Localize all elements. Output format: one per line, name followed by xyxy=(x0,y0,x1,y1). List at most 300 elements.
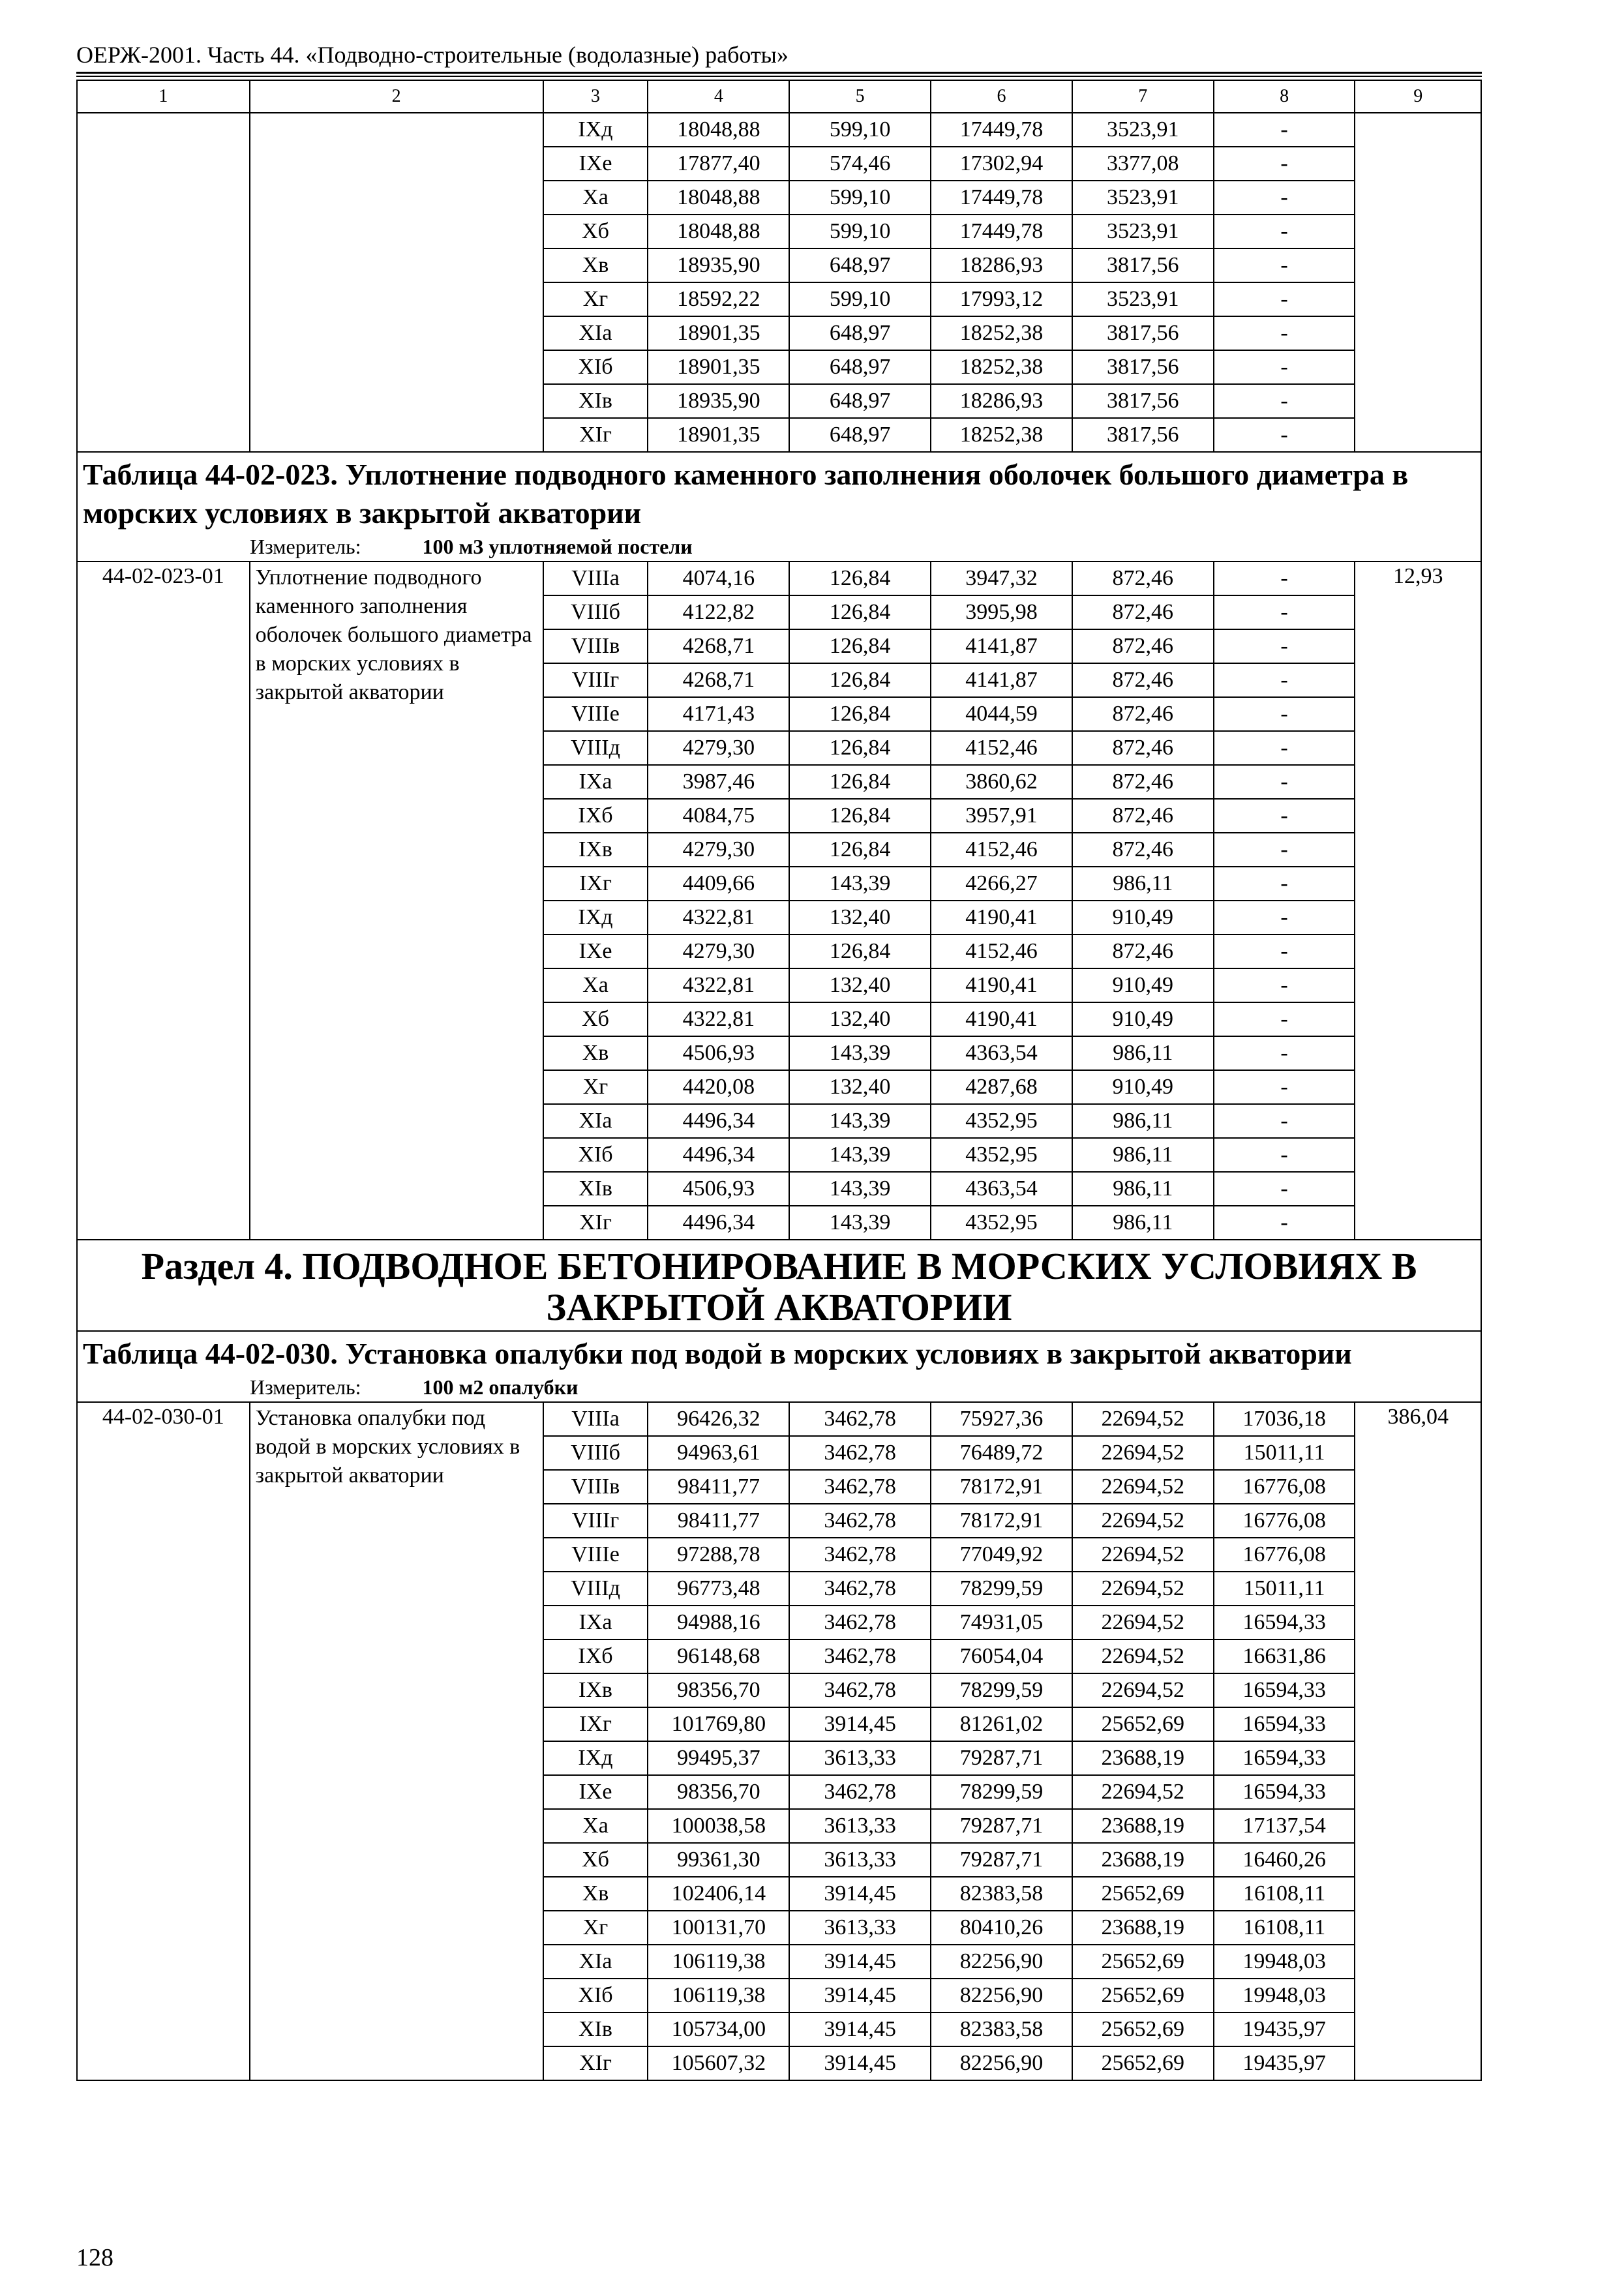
value-cell: 872,46 xyxy=(1072,697,1214,731)
value-cell: XIг xyxy=(543,1206,648,1240)
value-cell: 872,46 xyxy=(1072,833,1214,867)
value-cell: 4322,81 xyxy=(648,901,789,935)
value-cell: VIIIа xyxy=(543,1402,648,1436)
value-cell: 986,11 xyxy=(1072,1138,1214,1172)
value-cell: VIIIб xyxy=(543,595,648,629)
value-cell: 22694,52 xyxy=(1072,1470,1214,1504)
value-cell: 910,49 xyxy=(1072,968,1214,1002)
value-cell: 143,39 xyxy=(789,867,931,901)
value-cell: 22694,52 xyxy=(1072,1639,1214,1673)
price-table xyxy=(76,80,1482,2081)
value-cell: 4074,16 xyxy=(648,561,789,595)
value-cell: 3462,78 xyxy=(789,1606,931,1639)
value-cell: 101769,80 xyxy=(648,1707,789,1741)
value-cell: VIIIв xyxy=(543,629,648,663)
value-cell: 17302,94 xyxy=(931,147,1072,181)
value-cell: - xyxy=(1214,282,1355,316)
value-cell: 4352,95 xyxy=(931,1138,1072,1172)
value-cell: VIIIд xyxy=(543,1572,648,1606)
value-cell: 4122,82 xyxy=(648,595,789,629)
value-cell: XIг xyxy=(543,418,648,452)
value-cell: 126,84 xyxy=(789,799,931,833)
value-cell: 986,11 xyxy=(1072,1206,1214,1240)
value-cell: 16594,33 xyxy=(1214,1673,1355,1707)
value-cell: Xг xyxy=(543,282,648,316)
value-cell: 15011,11 xyxy=(1214,1436,1355,1470)
value-cell: 4279,30 xyxy=(648,833,789,867)
value-cell: XIб xyxy=(543,1138,648,1172)
value-cell: 96773,48 xyxy=(648,1572,789,1606)
value-cell: 18935,90 xyxy=(648,248,789,282)
meter-label: Измеритель: xyxy=(250,535,361,558)
value-cell: VIIIг xyxy=(543,663,648,697)
value-cell: - xyxy=(1214,731,1355,765)
value-cell: 3914,45 xyxy=(789,1877,931,1911)
value-cell: 872,46 xyxy=(1072,799,1214,833)
value-cell: 648,97 xyxy=(789,384,931,418)
value-cell: 3914,45 xyxy=(789,1707,931,1741)
value-cell: IXд xyxy=(543,901,648,935)
value-cell: 19435,97 xyxy=(1214,2012,1355,2046)
name-cell xyxy=(250,113,543,452)
value-cell: 25652,69 xyxy=(1072,1707,1214,1741)
value-cell: Xа xyxy=(543,181,648,215)
value-cell: 986,11 xyxy=(1072,1104,1214,1138)
value-cell: 79287,71 xyxy=(931,1809,1072,1843)
value-cell: 599,10 xyxy=(789,181,931,215)
value-cell: - xyxy=(1214,663,1355,697)
table_023-title-row xyxy=(77,452,1481,561)
value-cell: 872,46 xyxy=(1072,935,1214,968)
value-cell: 126,84 xyxy=(789,765,931,799)
value-cell: 872,46 xyxy=(1072,595,1214,629)
value-cell: 17449,78 xyxy=(931,181,1072,215)
value-cell: Xв xyxy=(543,248,648,282)
column-number-row xyxy=(77,80,1481,113)
value-cell: 22694,52 xyxy=(1072,1402,1214,1436)
value-cell: 4141,87 xyxy=(931,629,1072,663)
value-cell: 22694,52 xyxy=(1072,1606,1214,1639)
value-cell: 96426,32 xyxy=(648,1402,789,1436)
value-cell: IXд xyxy=(543,1741,648,1775)
header-rule xyxy=(76,72,1482,74)
value-cell: 4506,93 xyxy=(648,1172,789,1206)
value-cell: 106119,38 xyxy=(648,1979,789,2012)
value-cell: 648,97 xyxy=(789,316,931,350)
value-cell: 3613,33 xyxy=(789,1843,931,1877)
value-cell: 16460,26 xyxy=(1214,1843,1355,1877)
value-cell: 132,40 xyxy=(789,901,931,935)
value-cell: 4409,66 xyxy=(648,867,789,901)
value-cell: 25652,69 xyxy=(1072,1979,1214,2012)
value-cell: 18048,88 xyxy=(648,215,789,248)
value-cell: - xyxy=(1214,799,1355,833)
value-cell: 3462,78 xyxy=(789,1436,931,1470)
value-cell: 4420,08 xyxy=(648,1070,789,1104)
value-cell: 4322,81 xyxy=(648,1002,789,1036)
value-cell: 22694,52 xyxy=(1072,1504,1214,1538)
value-cell: 18252,38 xyxy=(931,350,1072,384)
value-cell: 126,84 xyxy=(789,697,931,731)
table-row xyxy=(77,561,1481,595)
value-cell: 98411,77 xyxy=(648,1470,789,1504)
value-cell: 3462,78 xyxy=(789,1775,931,1809)
value-cell: 132,40 xyxy=(789,1070,931,1104)
value-cell: 126,84 xyxy=(789,561,931,595)
value-cell: XIв xyxy=(543,384,648,418)
value-cell: - xyxy=(1214,1138,1355,1172)
value-cell: 3817,56 xyxy=(1072,316,1214,350)
value-cell: - xyxy=(1214,595,1355,629)
value-cell: 3817,56 xyxy=(1072,350,1214,384)
value-cell: 3914,45 xyxy=(789,1945,931,1979)
table-title: Таблица 44-02-030. Установка опалубки под водой в морских условиях в закрытой акватории xyxy=(83,1337,1352,1370)
value-cell: 3462,78 xyxy=(789,1673,931,1707)
value-cell: 4190,41 xyxy=(931,901,1072,935)
value-cell: 3914,45 xyxy=(789,2012,931,2046)
value-cell: 18048,88 xyxy=(648,113,789,147)
value-cell: 78299,59 xyxy=(931,1673,1072,1707)
value-cell: 17137,54 xyxy=(1214,1809,1355,1843)
value-cell: 98411,77 xyxy=(648,1504,789,1538)
value-cell: 23688,19 xyxy=(1072,1741,1214,1775)
value-cell: - xyxy=(1214,147,1355,181)
value-cell: 126,84 xyxy=(789,935,931,968)
value-cell: 15011,11 xyxy=(1214,1572,1355,1606)
value-cell: 99495,37 xyxy=(648,1741,789,1775)
value-cell: 16776,08 xyxy=(1214,1504,1355,1538)
value-cell: 872,46 xyxy=(1072,663,1214,697)
value-cell: 599,10 xyxy=(789,113,931,147)
value-cell: - xyxy=(1214,1036,1355,1070)
value-cell: 126,84 xyxy=(789,833,931,867)
value-cell: 3462,78 xyxy=(789,1538,931,1572)
value-cell: 3995,98 xyxy=(931,595,1072,629)
value-cell: IXе xyxy=(543,1775,648,1809)
page-number: 128 xyxy=(76,2244,113,2271)
value-cell: 4268,71 xyxy=(648,663,789,697)
value-cell: - xyxy=(1214,418,1355,452)
code-cell xyxy=(77,113,250,452)
meter-unit: 100 м2 опалубки xyxy=(422,1375,579,1399)
value-cell: 23688,19 xyxy=(1072,1911,1214,1945)
value-cell: 648,97 xyxy=(789,418,931,452)
value-cell: 16594,33 xyxy=(1214,1707,1355,1741)
value-cell: 18935,90 xyxy=(648,384,789,418)
section-row xyxy=(77,1240,1481,1331)
meter-line xyxy=(83,532,1475,561)
value-cell: 986,11 xyxy=(1072,867,1214,901)
value-cell: 4279,30 xyxy=(648,935,789,968)
value-cell: XIв xyxy=(543,2012,648,2046)
value-cell: IXг xyxy=(543,1707,648,1741)
value-cell: 81261,02 xyxy=(931,1707,1072,1741)
value-cell: 143,39 xyxy=(789,1036,931,1070)
value-cell: - xyxy=(1214,248,1355,282)
value-cell: 986,11 xyxy=(1072,1036,1214,1070)
value-cell: - xyxy=(1214,1206,1355,1240)
column-number: 8 xyxy=(1214,80,1355,113)
meter-unit: 100 м3 уплотняемой постели xyxy=(422,535,693,558)
value-cell: VIIIв xyxy=(543,1470,648,1504)
value-cell: Xа xyxy=(543,968,648,1002)
value-cell: - xyxy=(1214,697,1355,731)
value-cell: 17877,40 xyxy=(648,147,789,181)
table-title: Таблица 44-02-023. Уплотнение подводного каменного заполнения оболочек большого диаметра в морских условиях в закрытой акватории xyxy=(83,458,1409,530)
value-cell: 18252,38 xyxy=(931,418,1072,452)
value-cell: 105734,00 xyxy=(648,2012,789,2046)
value-cell: 100038,58 xyxy=(648,1809,789,1843)
value-cell: 96148,68 xyxy=(648,1639,789,1673)
value-cell: 4141,87 xyxy=(931,663,1072,697)
value-cell: VIIIг xyxy=(543,1504,648,1538)
value-cell: 143,39 xyxy=(789,1138,931,1172)
column-number: 3 xyxy=(543,80,648,113)
column-number: 2 xyxy=(250,80,543,113)
value-cell: 16631,86 xyxy=(1214,1639,1355,1673)
value-cell: 82256,90 xyxy=(931,1945,1072,1979)
value-cell: 16108,11 xyxy=(1214,1911,1355,1945)
value-cell: 94988,16 xyxy=(648,1606,789,1639)
code-cell: 44-02-030-01 xyxy=(77,1402,250,2080)
value-cell: 98356,70 xyxy=(648,1775,789,1809)
value-cell: 17036,18 xyxy=(1214,1402,1355,1436)
column-number: 7 xyxy=(1072,80,1214,113)
value-cell: 599,10 xyxy=(789,215,931,248)
value-cell: 3462,78 xyxy=(789,1572,931,1606)
value-cell: 78299,59 xyxy=(931,1572,1072,1606)
value-cell: VIIIб xyxy=(543,1436,648,1470)
value-cell: 79287,71 xyxy=(931,1741,1072,1775)
value-cell: XIа xyxy=(543,316,648,350)
value-cell: 4152,46 xyxy=(931,731,1072,765)
value-cell: 4506,93 xyxy=(648,1036,789,1070)
value-cell: 4496,34 xyxy=(648,1104,789,1138)
table-row xyxy=(77,113,1481,147)
value-cell: 97288,78 xyxy=(648,1538,789,1572)
value-cell: IXб xyxy=(543,799,648,833)
value-cell: 19435,97 xyxy=(1214,2046,1355,2080)
value-cell: 18286,93 xyxy=(931,384,1072,418)
value-cell: 75927,36 xyxy=(931,1402,1072,1436)
value-cell: 4044,59 xyxy=(931,697,1072,731)
value-cell: 4352,95 xyxy=(931,1104,1072,1138)
value-cell: IXг xyxy=(543,867,648,901)
value-cell: 648,97 xyxy=(789,350,931,384)
value-cell: 910,49 xyxy=(1072,1070,1214,1104)
value-cell: IXа xyxy=(543,1606,648,1639)
value-cell: 3817,56 xyxy=(1072,418,1214,452)
value-cell: 126,84 xyxy=(789,663,931,697)
value-cell: 18252,38 xyxy=(931,316,1072,350)
value-cell: - xyxy=(1214,113,1355,147)
value-cell: 18286,93 xyxy=(931,248,1072,282)
value-cell: XIв xyxy=(543,1172,648,1206)
col9-cell: 386,04 xyxy=(1355,1402,1481,2080)
value-cell: 3523,91 xyxy=(1072,181,1214,215)
value-cell: IXа xyxy=(543,765,648,799)
column-number: 9 xyxy=(1355,80,1481,113)
value-cell: - xyxy=(1214,867,1355,901)
value-cell: 16108,11 xyxy=(1214,1877,1355,1911)
name-cell: Установка опалубки под водой в морских условиях в закрытой акватории xyxy=(250,1402,543,2080)
value-cell: IXб xyxy=(543,1639,648,1673)
table_023-title-cell xyxy=(77,452,1481,561)
value-cell: VIIIе xyxy=(543,1538,648,1572)
value-cell: Xб xyxy=(543,1843,648,1877)
value-cell: Xг xyxy=(543,1911,648,1945)
column-number: 1 xyxy=(77,80,250,113)
value-cell: XIб xyxy=(543,1979,648,2012)
value-cell: 3817,56 xyxy=(1072,248,1214,282)
value-cell: 16594,33 xyxy=(1214,1775,1355,1809)
value-cell: 22694,52 xyxy=(1072,1775,1214,1809)
name-cell: Уплотнение подводного каменного заполнения оболочек большого диаметра в морских условиях в закрытой акватории xyxy=(250,561,543,1240)
value-cell: 25652,69 xyxy=(1072,2012,1214,2046)
value-cell: 143,39 xyxy=(789,1172,931,1206)
value-cell: IXв xyxy=(543,833,648,867)
value-cell: 17993,12 xyxy=(931,282,1072,316)
value-cell: 22694,52 xyxy=(1072,1673,1214,1707)
value-cell: 76489,72 xyxy=(931,1436,1072,1470)
value-cell: 105607,32 xyxy=(648,2046,789,2080)
value-cell: 3947,32 xyxy=(931,561,1072,595)
value-cell: 16776,08 xyxy=(1214,1470,1355,1504)
value-cell: 3860,62 xyxy=(931,765,1072,799)
value-cell: IXе xyxy=(543,147,648,181)
value-cell: 126,84 xyxy=(789,629,931,663)
value-cell: 126,84 xyxy=(789,731,931,765)
value-cell: - xyxy=(1214,629,1355,663)
code-cell: 44-02-023-01 xyxy=(77,561,250,1240)
value-cell: 3377,08 xyxy=(1072,147,1214,181)
value-cell: - xyxy=(1214,1172,1355,1206)
value-cell: 22694,52 xyxy=(1072,1538,1214,1572)
value-cell: XIб xyxy=(543,350,648,384)
col9-cell xyxy=(1355,113,1481,452)
value-cell: 4152,46 xyxy=(931,833,1072,867)
value-cell: 3987,46 xyxy=(648,765,789,799)
value-cell: 3462,78 xyxy=(789,1639,931,1673)
value-cell: 3613,33 xyxy=(789,1911,931,1945)
value-cell: 78172,91 xyxy=(931,1470,1072,1504)
value-cell: 4322,81 xyxy=(648,968,789,1002)
value-cell: 132,40 xyxy=(789,1002,931,1036)
value-cell: 574,46 xyxy=(789,147,931,181)
value-cell: 82383,58 xyxy=(931,2012,1072,2046)
value-cell: 3523,91 xyxy=(1072,282,1214,316)
value-cell: 4496,34 xyxy=(648,1138,789,1172)
value-cell: 78299,59 xyxy=(931,1775,1072,1809)
value-cell: - xyxy=(1214,901,1355,935)
value-cell: 648,97 xyxy=(789,248,931,282)
value-cell: IXе xyxy=(543,935,648,968)
value-cell: 18901,35 xyxy=(648,316,789,350)
column-number: 4 xyxy=(648,80,789,113)
meter-label: Измеритель: xyxy=(250,1375,361,1399)
value-cell: 4268,71 xyxy=(648,629,789,663)
value-cell: VIIIе xyxy=(543,697,648,731)
value-cell: 82383,58 xyxy=(931,1877,1072,1911)
value-cell: 99361,30 xyxy=(648,1843,789,1877)
value-cell: 3523,91 xyxy=(1072,113,1214,147)
value-cell: 23688,19 xyxy=(1072,1809,1214,1843)
value-cell: 80410,26 xyxy=(931,1911,1072,1945)
value-cell: - xyxy=(1214,215,1355,248)
value-cell: XIа xyxy=(543,1945,648,1979)
value-cell: 3462,78 xyxy=(789,1402,931,1436)
value-cell: Xв xyxy=(543,1877,648,1911)
value-cell: 4152,46 xyxy=(931,935,1072,968)
value-cell: 74931,05 xyxy=(931,1606,1072,1639)
value-cell: 910,49 xyxy=(1072,1002,1214,1036)
value-cell: 78172,91 xyxy=(931,1504,1072,1538)
value-cell: 4363,54 xyxy=(931,1172,1072,1206)
value-cell: 16594,33 xyxy=(1214,1741,1355,1775)
value-cell: 82256,90 xyxy=(931,1979,1072,2012)
value-cell: 98356,70 xyxy=(648,1673,789,1707)
meter-line xyxy=(83,1373,1475,1401)
value-cell: 4363,54 xyxy=(931,1036,1072,1070)
value-cell: 143,39 xyxy=(789,1104,931,1138)
value-cell: 4084,75 xyxy=(648,799,789,833)
table-row xyxy=(77,1402,1481,1436)
value-cell: 19948,03 xyxy=(1214,1979,1355,2012)
value-cell: 19948,03 xyxy=(1214,1945,1355,1979)
value-cell: 3613,33 xyxy=(789,1741,931,1775)
value-cell: 4266,27 xyxy=(931,867,1072,901)
value-cell: 3462,78 xyxy=(789,1470,931,1504)
value-cell: 3914,45 xyxy=(789,2046,931,2080)
value-cell: - xyxy=(1214,561,1355,595)
value-cell: XIа xyxy=(543,1104,648,1138)
value-cell: 106119,38 xyxy=(648,1945,789,1979)
value-cell: IXд xyxy=(543,113,648,147)
value-cell: 872,46 xyxy=(1072,765,1214,799)
table_030-title-row xyxy=(77,1331,1481,1402)
value-cell: Xб xyxy=(543,1002,648,1036)
value-cell: Xб xyxy=(543,215,648,248)
value-cell: 77049,92 xyxy=(931,1538,1072,1572)
value-cell: 94963,61 xyxy=(648,1436,789,1470)
value-cell: 22694,52 xyxy=(1072,1436,1214,1470)
value-cell: - xyxy=(1214,384,1355,418)
value-cell: 126,84 xyxy=(789,595,931,629)
value-cell: 910,49 xyxy=(1072,901,1214,935)
value-cell: 17449,78 xyxy=(931,215,1072,248)
value-cell: - xyxy=(1214,1070,1355,1104)
value-cell: Xа xyxy=(543,1809,648,1843)
value-cell: 143,39 xyxy=(789,1206,931,1240)
value-cell: - xyxy=(1214,765,1355,799)
value-cell: XIг xyxy=(543,2046,648,2080)
header-rule-thin xyxy=(76,76,1482,77)
value-cell: 100131,70 xyxy=(648,1911,789,1945)
value-cell: 872,46 xyxy=(1072,561,1214,595)
value-cell: 4496,34 xyxy=(648,1206,789,1240)
column-number: 5 xyxy=(789,80,931,113)
value-cell: Xв xyxy=(543,1036,648,1070)
value-cell: 25652,69 xyxy=(1072,2046,1214,2080)
value-cell: - xyxy=(1214,181,1355,215)
value-cell: 599,10 xyxy=(789,282,931,316)
value-cell: 4287,68 xyxy=(931,1070,1072,1104)
value-cell: 18048,88 xyxy=(648,181,789,215)
value-cell: 25652,69 xyxy=(1072,1877,1214,1911)
value-cell: 4190,41 xyxy=(931,1002,1072,1036)
value-cell: 3817,56 xyxy=(1072,384,1214,418)
col9-cell: 12,93 xyxy=(1355,561,1481,1240)
